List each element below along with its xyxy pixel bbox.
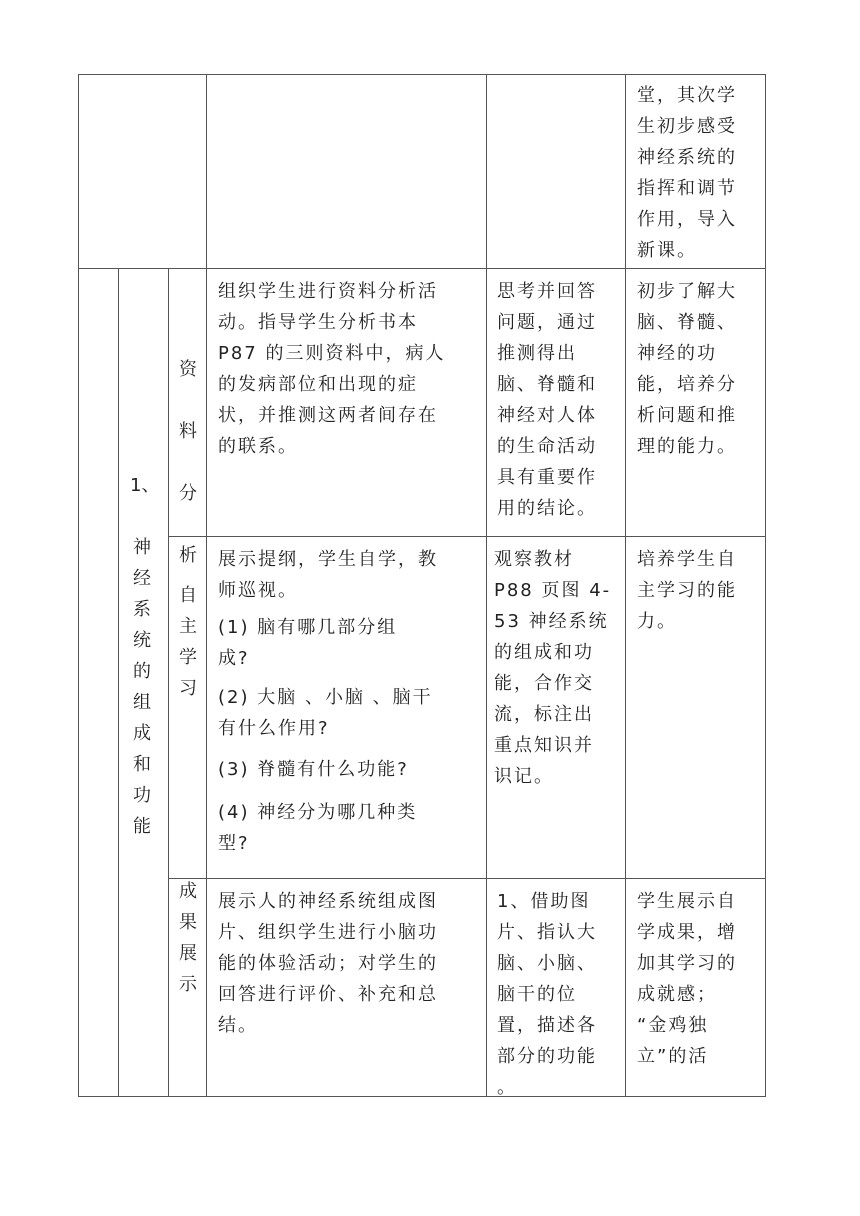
section-label: 1、 神 经 系 统 的 组 成 和 功 能 (130, 475, 160, 837)
table-right-border (765, 74, 766, 1097)
col-divider-student (486, 74, 487, 1097)
self-study-teacher-cell (218, 544, 482, 865)
results-label: 成 果 展 示 (179, 881, 197, 995)
question-2: (2) 大脑 、小脑 、脑干 有什么作用? (218, 687, 433, 739)
question-4: (4) 神经分为哪几种类 型? (218, 802, 418, 854)
data-analysis-teacher-cell: 组织学生进行资料分析活 动。指导学生分析书本 P87 的三则资料中，病人 的发病部位和出现的症 状，并推测这两者间存在 的联系。 (218, 281, 446, 457)
table-top-border (78, 74, 766, 75)
self-study-intro: 展示提纲，学生自学，教 师巡视。 (218, 549, 438, 601)
col-divider-b (168, 268, 169, 1097)
row-divider-1 (78, 268, 766, 269)
results-purpose-cell: 学生展示自 学成果，增 加其学习的 成就感； “金鸡独 立”的活 (637, 891, 737, 1067)
data-analysis-purpose-cell: 初步了解大 脑、脊髓、 神经的功 能，培养分 析问题和推 理的能力。 (637, 281, 737, 457)
col-divider-teacher (206, 74, 207, 1097)
self-study-label: 自 主 学 习 (179, 585, 197, 699)
data-analysis-label: 资 料 分 析 (179, 359, 197, 566)
data-analysis-student-cell: 思考并回答 问题，通过 推测得出 脑、脊髓和 神经对人体 的生命活动 具有重要作 用的结论。 (497, 281, 597, 519)
table-left-border (78, 74, 79, 1097)
table-bottom-border (78, 1096, 766, 1097)
intro-purpose-cell: 堂，其次学 生初步感受 神经系统的 指挥和调节 作用，导入 新课。 (637, 85, 737, 261)
col-divider-purpose (625, 74, 626, 1097)
row-divider-2 (168, 536, 766, 537)
col-divider-a (118, 268, 119, 1097)
results-teacher-cell: 展示人的神经系统组成图 片、组织学生进行小脑功 能的体验活动；对学生的 回答进行评价、补充和总 结。 (218, 891, 438, 1036)
row-divider-3 (168, 878, 766, 879)
self-study-student-cell: 观察教材 P88 页图 4- 53 神经系统 的组成和功 能，合作交 流，标注出 重点知识并 识记。 (494, 549, 612, 787)
self-study-purpose-cell: 培养学生自 主学习的能 力。 (637, 549, 737, 632)
question-3: (3) 脊髓有什么功能? (218, 759, 409, 780)
question-1: (1) 脑有哪几部分组 成? (218, 617, 398, 669)
results-student-cell: 1、借助图 片、指认大 脑、小脑、 脑干的位 置，描述各 部分的功能 。 (497, 891, 597, 1098)
